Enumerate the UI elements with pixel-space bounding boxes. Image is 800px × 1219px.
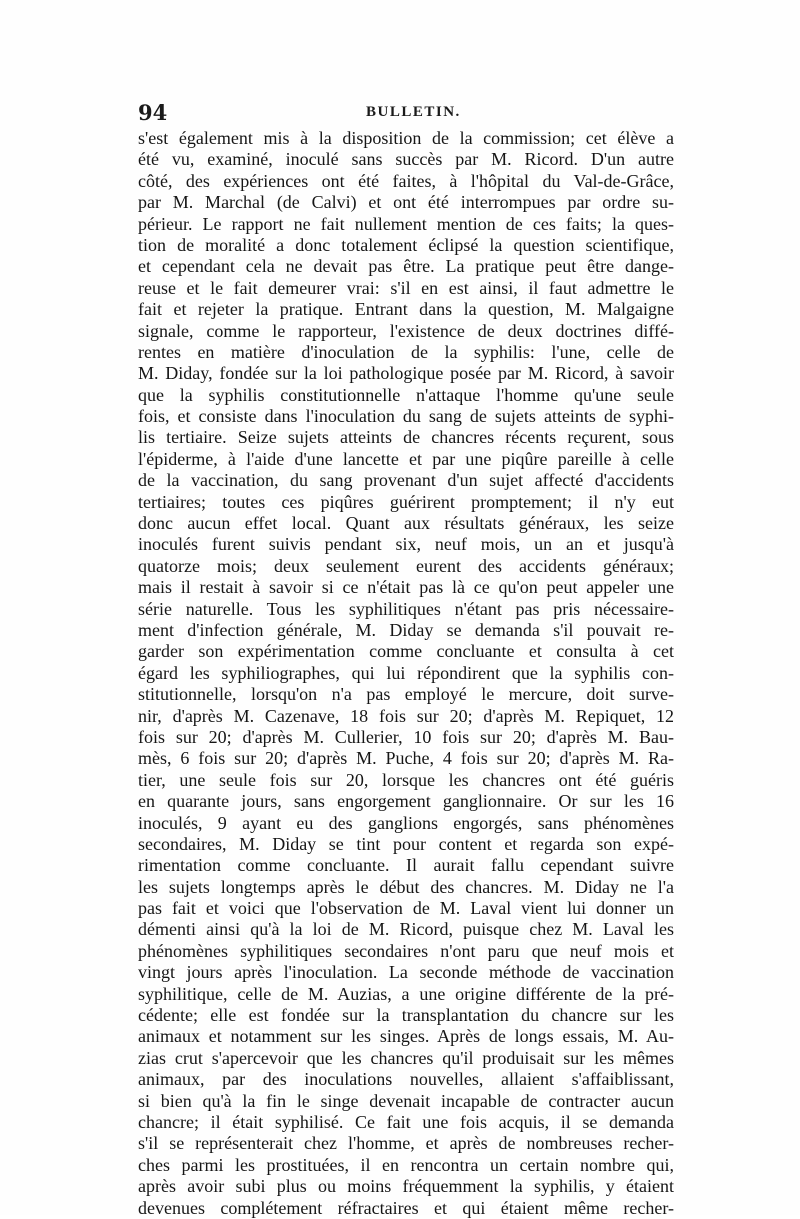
text-line: M. Diday, fondée sur la loi pathologique posée par M. Ricord, à savoir bbox=[138, 363, 674, 384]
text-line: reuse et le fait demeurer vrai: s'il en est ainsi, il faut admettre le bbox=[138, 277, 674, 298]
text-line: rimentation comme concluante. Il aurait fallu cependant suivre bbox=[138, 855, 674, 876]
text-line: lis tertiaire. Seize sujets atteints de chancres récents reçurent, sous bbox=[138, 427, 674, 448]
text-line: en quarante jours, sans engorgement ganglionnaire. Or sur les 16 bbox=[138, 791, 674, 812]
text-line: été vu, examiné, inoculé sans succès par M. Ricord. D'un autre bbox=[138, 149, 674, 170]
text-line: animaux, par des inoculations nouvelles, allaient s'affaiblissant, bbox=[138, 1069, 674, 1090]
text-line: phénomènes syphilitiques secondaires n'ont paru que neuf mois et bbox=[138, 940, 674, 961]
text-line: inoculés, 9 ayant eu des ganglions engorgés, sans phénomènes bbox=[138, 812, 674, 833]
text-line: nir, d'après M. Cazenave, 18 fois sur 20; d'après M. Repiquet, 12 bbox=[138, 705, 674, 726]
text-line: s'il se représenterait chez l'homme, et après de nombreuses recher- bbox=[138, 1133, 674, 1154]
text-line: et cependant cela ne devait pas être. La pratique peut être dange- bbox=[138, 256, 674, 277]
text-line: garder son expérimentation comme concluante et consulta à cet bbox=[138, 641, 674, 662]
page-number: 94 bbox=[138, 100, 168, 125]
text-line: tertiaires; toutes ces piqûres guérirent promptement; il n'y eut bbox=[138, 491, 674, 512]
text-line: mès, 6 fois sur 20; d'après M. Puche, 4 fois sur 20; d'après M. Ra- bbox=[138, 748, 674, 769]
text-line: secondaires, M. Diday se tint pour content et regarda son expé- bbox=[138, 833, 674, 854]
text-line: signale, comme le rapporteur, l'existence de deux doctrines diffé- bbox=[138, 320, 674, 341]
text-line: cédente; elle est fondée sur la transplantation du chancre sur les bbox=[138, 1005, 674, 1026]
text-line: les sujets longtemps après le début des chancres. M. Diday ne l'a bbox=[138, 876, 674, 897]
text-line: donc aucun effet local. Quant aux résultats généraux, les seize bbox=[138, 513, 674, 534]
text-line: fait et rejeter la pratique. Entrant dans la question, M. Malgaigne bbox=[138, 299, 674, 320]
text-line: chancre; il était syphilisé. Ce fait une fois acquis, il se demanda bbox=[138, 1111, 674, 1132]
text-line: vingt jours après l'inoculation. La seconde méthode de vaccination bbox=[138, 962, 674, 983]
text-line: tion de moralité a donc totalement éclipsé la question scientifique, bbox=[138, 234, 674, 255]
text-line: tier, une seule fois sur 20, lorsque les chancres ont été guéris bbox=[138, 769, 674, 790]
text-line: par M. Marchal (de Calvi) et ont été interrompues par ordre su- bbox=[138, 192, 674, 213]
text-line: égard les syphiliographes, qui lui répondirent que la syphilis con- bbox=[138, 662, 674, 683]
text-line: côté, des expériences ont été faites, à l'hôpital du Val-de-Grâce, bbox=[138, 170, 674, 191]
text-line: démenti ainsi qu'à la loi de M. Ricord, puisque chez M. Laval les bbox=[138, 919, 674, 940]
text-line: rentes en matière d'inoculation de la syphilis: l'une, celle de bbox=[138, 341, 674, 362]
text-line: fois sur 20; d'après M. Cullerier, 10 fois sur 20; d'après M. Bau- bbox=[138, 726, 674, 747]
text-line: périeur. Le rapport ne fait nullement mention de ces faits; la ques- bbox=[138, 213, 674, 234]
text-line: stitutionnelle, lorsqu'on n'a pas employé le mercure, doit surve- bbox=[138, 684, 674, 705]
text-line: série naturelle. Tous les syphilitiques n'étant pas pris nécessaire- bbox=[138, 598, 674, 619]
text-line: fois, et consiste dans l'inoculation du sang de sujets atteints de syphi- bbox=[138, 406, 674, 427]
text-line: ches parmi les prostituées, il en rencontra un certain nombre qui, bbox=[138, 1154, 674, 1175]
text-line: mais il restait à savoir si ce n'était pas là ce qu'on peut appeler une bbox=[138, 577, 674, 598]
text-line: inoculés furent suivis pendant six, neuf mois, un an et jusqu'à bbox=[138, 534, 674, 555]
text-line: s'est également mis à la disposition de la commission; cet élève a bbox=[138, 128, 674, 148]
text-line: animaux et notamment sur les singes. Après de longs essais, M. Au- bbox=[138, 1026, 674, 1047]
text-line: de la vaccination, du sang provenant d'un sujet affecté d'accidents bbox=[138, 470, 674, 491]
body-text bbox=[138, 128, 674, 1219]
text-line: zias crut s'apercevoir que les chancres qu'il produisait sur les mêmes bbox=[138, 1047, 674, 1068]
text-line: pas fait et voici que l'observation de M. Laval vient lui donner un bbox=[138, 898, 674, 919]
text-line: ment d'infection générale, M. Diday se demanda s'il pouvait re- bbox=[138, 619, 674, 640]
text-line: quatorze mois; deux seulement eurent des accidents généraux; bbox=[138, 555, 674, 576]
text-line: l'épiderme, à l'aide d'une lancette et par une piqûre pareille à celle bbox=[138, 448, 674, 469]
page-header bbox=[138, 100, 672, 130]
text-line: après avoir subi plus ou moins fréquemment la syphilis, y étaient bbox=[138, 1176, 674, 1197]
running-title: BULLETIN. bbox=[366, 104, 461, 120]
text-line: devenues complétement réfractaires et qui étaient même recher- bbox=[138, 1197, 674, 1218]
text-line: si bien qu'à la fin le singe devenait incapable de contracter aucun bbox=[138, 1090, 674, 1111]
text-line: que la syphilis constitutionnelle n'attaque l'homme qu'une seule bbox=[138, 384, 674, 405]
text-line: syphilitique, celle de M. Auzias, a une origine différente de la pré- bbox=[138, 983, 674, 1004]
